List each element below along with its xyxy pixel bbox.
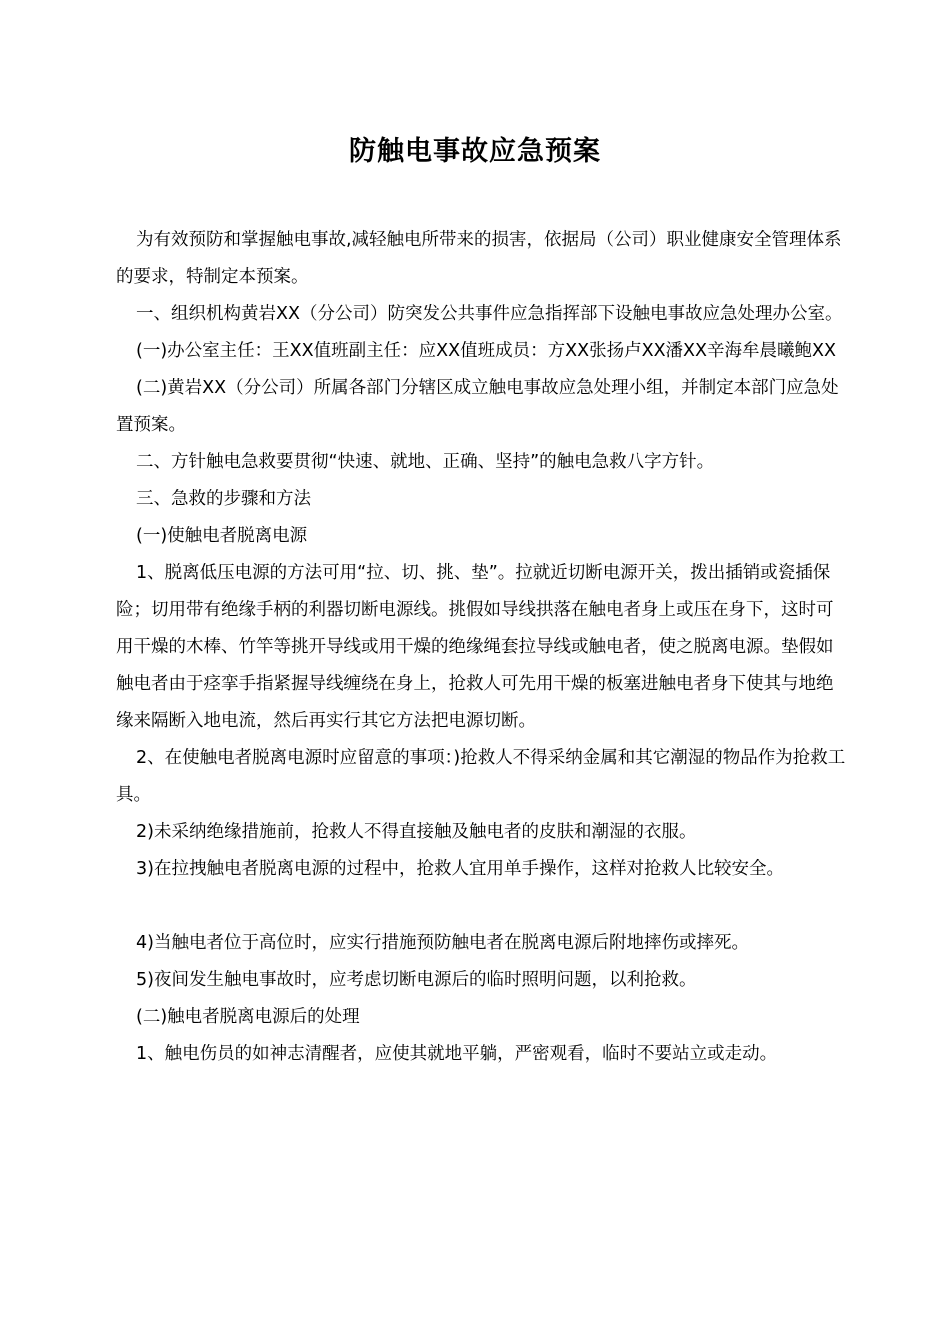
paragraph-office-members: (一)办公室主任：王XX值班副主任：应XX值班成员：方XX张扬卢XX潘XX辛海牟晨曦鲍XX [136,341,837,361]
paragraph-section-three-heading: 三、急救的步骤和方法 [136,489,311,509]
paragraph-after-release-1: 1、触电伤员的如神志清醒者，应使其就地平躺，严密观看，临时不要站立或走动。 [136,1044,778,1064]
document-body [116,222,848,1073]
paragraph-subsection-two-heading: (二)触电者脱离电源后的处理 [136,1007,360,1027]
paragraph-guideline: 二、方针触电急救要贯彻“快速、就地、正确、坚持”的触电急救八字方针。 [136,452,715,472]
blank-line [116,888,848,925]
paragraph-precautions-5: 5)夜间发生触电事故时，应考虑切断电源后的临时照明问题，以利抢救。 [136,970,697,990]
paragraph-intro: 为有效预防和掌握触电事故,减轻触电所带来的损害，依据局（公司）职业健康安全管理体系的要求，特制定本预案。 [116,230,842,287]
paragraph-department-groups: (二)黄岩XX（分公司）所属各部门分辖区成立触电事故应急处理小组，并制定本部门应急处置预案。 [116,378,839,435]
paragraph-precautions-2: 2)未采纳绝缘措施前，抢救人不得直接触及触电者的皮肤和潮湿的衣服。 [136,822,697,842]
paragraph-precautions-3: 3)在拉拽触电者脱离电源的过程中，抢救人宜用单手操作，这样对抢救人比较安全。 [136,859,784,879]
paragraph-precautions-1: 2、在使触电者脱离电源时应留意的事项：)抢救人不得采纳金属和其它潮湿的物品作为抢救工具。 [116,748,846,805]
paragraph-low-voltage-methods: 1、脱离低压电源的方法可用“拉、切、挑、垫”。拉就近切断电源开关，拨出插销或瓷插保险；切用带有绝缘手柄的利器切断电源线。挑假如导线拱落在触电者身上或压在身下，这时可用干燥的木棒、竹竿等挑开导线或用干燥的绝缘绳套拉导线或触电者，使之脱离电源。垫假如触电者由于痉挛手指紧握导线缠绕在身上，抢救人可先用干燥的板塞进触电者身下使其与地绝缘来隔断入地电流，然后再实行其它方法把电源切断。 [116,563,834,731]
paragraph-precautions-4: 4)当触电者位于高位时，应实行措施预防触电者在脱离电源后附地摔伤或摔死。 [136,933,749,953]
paragraph-organization: 一、组织机构黄岩XX（分公司）防突发公共事件应急指挥部下设触电事故应急处理办公室。 [136,304,843,324]
document-title: 防触电事故应急预案 [349,136,601,167]
paragraph-subsection-one-heading: (一)使触电者脱离电源 [136,526,308,546]
